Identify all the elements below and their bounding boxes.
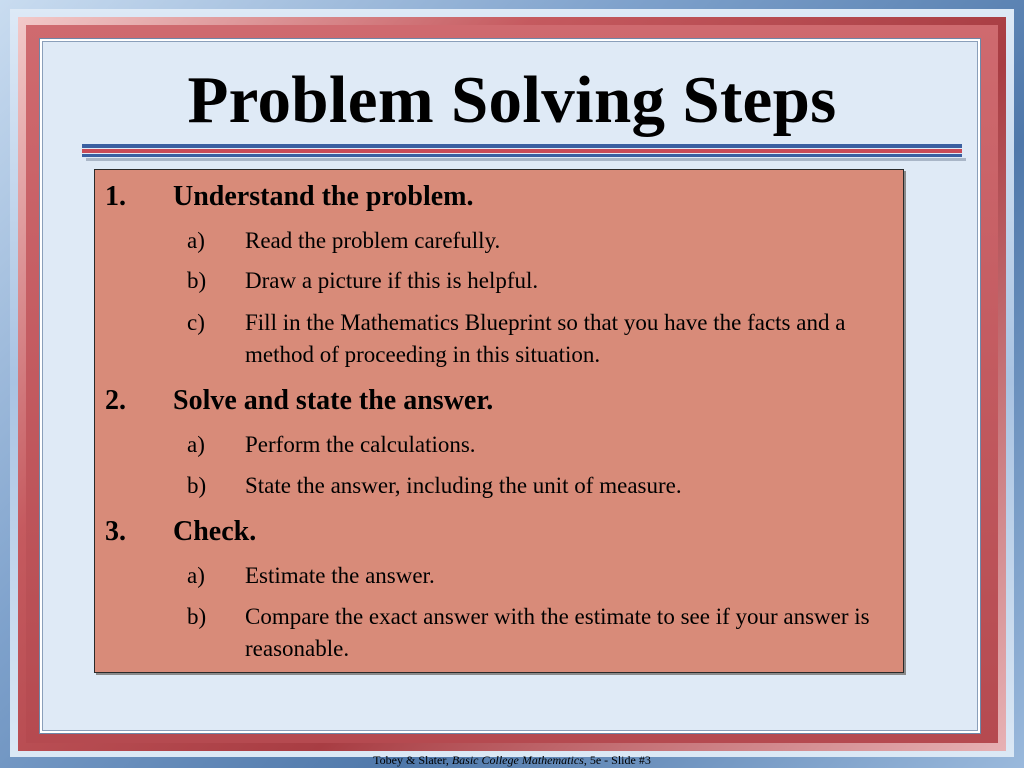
title-rule-red [82, 149, 962, 153]
step-1b-text: Draw a picture if this is helpful. [245, 268, 539, 293]
slide-footer [0, 752, 1024, 768]
step-1a-text: Read the problem carefully. [245, 228, 501, 253]
title-rule-blue-bottom [82, 154, 962, 157]
step-2-label: Solve and state the answer. [173, 385, 494, 416]
title-rule-shadow [86, 158, 966, 161]
step-3a-letter: a) [187, 563, 205, 588]
step-2a-text: Perform the calculations. [245, 432, 476, 457]
step-3-number: 3. [105, 516, 126, 547]
step-1-label: Understand the problem. [173, 181, 474, 212]
slide-title: Problem Solving Steps [187, 63, 837, 137]
step-3a-text: Estimate the answer. [245, 563, 435, 588]
step-2a-letter: a) [187, 432, 205, 457]
step-1b-letter: b) [187, 268, 207, 293]
step-1c-text: Fill in the Mathematics Blueprint so that you have the facts and a method of proceeding in this situation. [245, 310, 846, 367]
step-1a-letter: a) [187, 228, 205, 253]
step-3b-letter: b) [187, 604, 207, 629]
footer-slide-number: , 5e - Slide #3 [583, 753, 651, 767]
title-rule-blue-top [82, 144, 962, 148]
step-3b-text: Compare the exact answer with the estimate to see if your answer is reasonable. [245, 604, 870, 661]
step-2-number: 2. [105, 385, 126, 416]
footer-authors: Tobey & Slater, [373, 753, 452, 767]
step-1-number: 1. [105, 181, 126, 212]
steps-box [94, 169, 904, 673]
footer-book-title: Basic College Mathematics [451, 753, 584, 767]
step-3-label: Check. [173, 516, 257, 547]
step-1c-letter: c) [187, 310, 205, 335]
step-2b-text: State the answer, including the unit of measure. [245, 473, 682, 498]
step-2b-letter: b) [187, 473, 207, 498]
